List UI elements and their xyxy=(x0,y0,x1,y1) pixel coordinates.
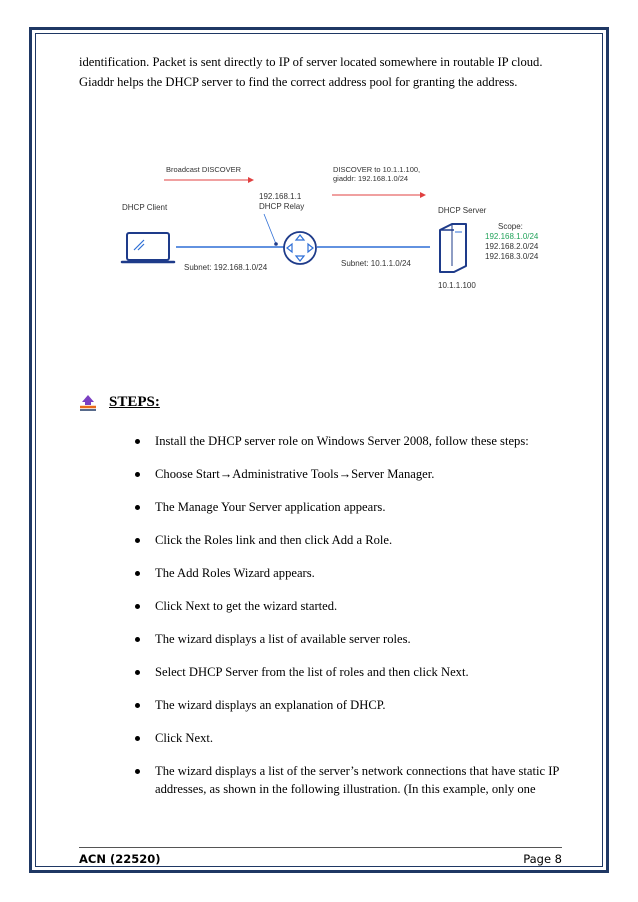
subnet-left-label: Subnet: 192.168.1.0/24 xyxy=(184,263,268,272)
list-item: Click Next. xyxy=(131,729,571,747)
list-item: Select DHCP Server from the list of roles and then click Next. xyxy=(131,663,571,681)
client-label: DHCP Client xyxy=(122,203,168,212)
relay-ip-label: 192.168.1.1 xyxy=(259,192,302,201)
list-item: The wizard displays a list of the server’s network connections that have static IP addresses, as shown in the following illustration. (In this example, only one xyxy=(131,762,571,798)
list-item: The wizard displays a list of available server roles. xyxy=(131,630,571,648)
list-item: The Add Roles Wizard appears. xyxy=(131,564,571,582)
discover-label-1: DISCOVER to 10.1.1.100, xyxy=(333,165,421,174)
broadcast-label: Broadcast DISCOVER xyxy=(166,165,242,174)
dhcp-relay-diagram xyxy=(100,150,560,300)
footer-divider xyxy=(79,847,562,848)
relay-pointer-dot xyxy=(274,242,278,246)
footer-course-code: ACN (22520) xyxy=(79,852,161,866)
list-item: Click the Roles link and then click Add a Role. xyxy=(131,531,571,549)
intro-paragraph: identification. Packet is sent directly to IP of server located somewhere in routable IP cloud. Giaddr helps the DHCP server to find the correct address pool for granting the address. xyxy=(79,55,543,89)
steps-list xyxy=(131,432,571,813)
server-label: DHCP Server xyxy=(438,206,487,215)
server-icon xyxy=(440,224,466,272)
steps-heading xyxy=(79,394,160,411)
server-ip-label: 10.1.1.100 xyxy=(438,281,476,290)
scope-item-2: 192.168.2.0/24 xyxy=(485,242,539,251)
scope-item-3: 192.168.3.0/24 xyxy=(485,252,539,261)
page-footer xyxy=(79,852,562,866)
list-item: The wizard displays an explanation of DHCP. xyxy=(131,696,571,714)
list-item: The Manage Your Server application appears. xyxy=(131,498,571,516)
discover-arrowhead xyxy=(420,192,426,198)
subnet-right-label: Subnet: 10.1.1.0/24 xyxy=(341,259,411,268)
list-item: Choose Start→Administrative Tools→Server Manager. xyxy=(131,465,571,483)
laptop-icon xyxy=(122,233,174,262)
relay-pointer xyxy=(264,214,276,244)
broadcast-arrowhead xyxy=(248,177,254,183)
steps-title: STEPS: xyxy=(109,394,160,410)
list-item: Install the DHCP server role on Windows Server 2008, follow these steps: xyxy=(131,432,571,450)
list-item: Click Next to get the wizard started. xyxy=(131,597,571,615)
discover-label-2: giaddr: 192.168.1.0/24 xyxy=(333,174,409,183)
arrow-bullet-icon xyxy=(79,395,97,411)
scope-label: Scope: xyxy=(498,222,523,231)
scope-item-1: 192.168.1.0/24 xyxy=(485,232,539,241)
relay-label: DHCP Relay xyxy=(259,202,305,211)
router-icon xyxy=(284,232,316,264)
footer-page-number: Page 8 xyxy=(523,852,562,866)
